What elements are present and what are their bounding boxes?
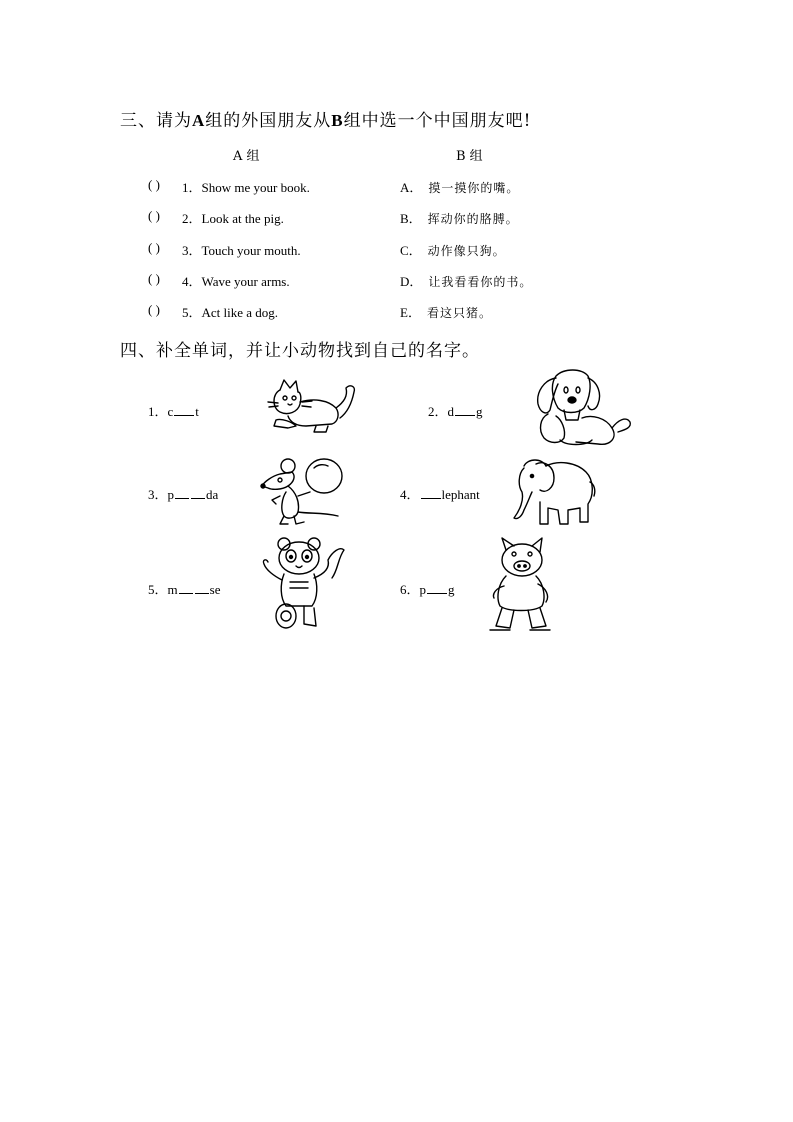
letter-blank[interactable] xyxy=(175,488,189,499)
column-b-header: B 组 xyxy=(456,149,483,164)
english-phrase: 4．Wave your arms. xyxy=(182,274,290,289)
item-number: 4． xyxy=(400,487,420,502)
word-prefix: p xyxy=(419,582,427,597)
word-prefix: d xyxy=(447,404,455,419)
item-number: 5． xyxy=(148,582,168,597)
item-number: 2． xyxy=(428,404,448,419)
word-suffix: g xyxy=(448,582,455,597)
word-suffix: t xyxy=(195,404,199,419)
heading-group-a: A xyxy=(192,111,206,130)
chinese-phrase xyxy=(400,177,519,196)
word-item-4 xyxy=(400,484,480,503)
section-4-heading: 四、补全单词，并让小动物找到自己的名字。 xyxy=(120,341,480,361)
heading-text: 三、请为 xyxy=(120,111,192,131)
panda-picture xyxy=(258,536,352,632)
chinese-phrase xyxy=(400,240,506,259)
mouse-picture xyxy=(258,456,344,528)
item-number: 3． xyxy=(148,487,168,502)
matching-row xyxy=(0,177,793,197)
word-suffix: g xyxy=(476,404,483,419)
letter-blank[interactable] xyxy=(427,583,447,594)
word-item-2 xyxy=(428,401,483,420)
word-suffix: se xyxy=(209,582,221,597)
word-prefix: c xyxy=(167,404,174,419)
answer-blank[interactable]: ( ) xyxy=(148,177,160,192)
answer-blank[interactable]: ( ) xyxy=(148,240,160,255)
english-phrase: 1．Show me your book. xyxy=(182,180,310,195)
elephant-picture xyxy=(510,456,596,528)
option-text: 摸一摸你的嘴。 xyxy=(428,181,520,195)
heading-group-b: B xyxy=(331,111,344,130)
option-text: 让我看看你的书。 xyxy=(428,275,533,289)
letter-blank[interactable] xyxy=(179,583,193,594)
word-prefix: p xyxy=(167,487,175,502)
option-letter: A． xyxy=(400,180,423,195)
word-prefix: m xyxy=(167,582,178,597)
word-item-1 xyxy=(148,401,199,420)
chinese-phrase xyxy=(400,271,532,290)
chinese-phrase xyxy=(400,208,519,227)
heading-text: 组中选一个中国朋友吧! xyxy=(343,111,532,131)
answer-blank[interactable]: ( ) xyxy=(148,302,160,317)
option-text: 挥动你的胳膊。 xyxy=(427,212,519,226)
word-item-6 xyxy=(400,579,455,598)
letter-blank[interactable] xyxy=(455,405,475,416)
letter-blank[interactable] xyxy=(174,405,194,416)
option-text: 看这只猪。 xyxy=(426,306,492,320)
section-3-heading xyxy=(120,106,531,131)
option-letter: C． xyxy=(400,243,422,258)
matching-row xyxy=(0,302,793,322)
option-letter: E． xyxy=(400,305,421,320)
word-item-3 xyxy=(148,484,218,503)
dog-picture xyxy=(526,368,636,448)
letter-blank[interactable] xyxy=(191,488,205,499)
chinese-phrase xyxy=(400,302,492,321)
english-phrase: 5．Act like a dog. xyxy=(182,305,279,320)
cat-picture xyxy=(266,378,364,434)
answer-blank[interactable]: ( ) xyxy=(148,208,160,223)
english-phrase: 2．Look at the pig. xyxy=(182,211,284,226)
column-a-header: A 组 xyxy=(233,149,260,164)
word-item-5 xyxy=(148,579,220,598)
word-suffix: lephant xyxy=(441,487,480,502)
heading-text: 组的外国朋友从 xyxy=(205,111,332,131)
english-phrase: 3．Touch your mouth. xyxy=(182,243,301,258)
letter-blank[interactable] xyxy=(195,583,209,594)
option-letter: B． xyxy=(400,211,422,226)
item-number: 1． xyxy=(148,404,168,419)
pig-picture xyxy=(488,536,554,634)
option-letter: D． xyxy=(400,274,423,289)
answer-blank[interactable]: ( ) xyxy=(148,271,160,286)
word-suffix: da xyxy=(206,487,219,502)
option-text: 动作像只狗。 xyxy=(427,244,506,258)
matching-row xyxy=(0,208,793,228)
item-number: 6． xyxy=(400,582,420,597)
matching-row xyxy=(0,240,793,260)
matching-row xyxy=(0,271,793,291)
letter-blank[interactable] xyxy=(421,488,441,499)
